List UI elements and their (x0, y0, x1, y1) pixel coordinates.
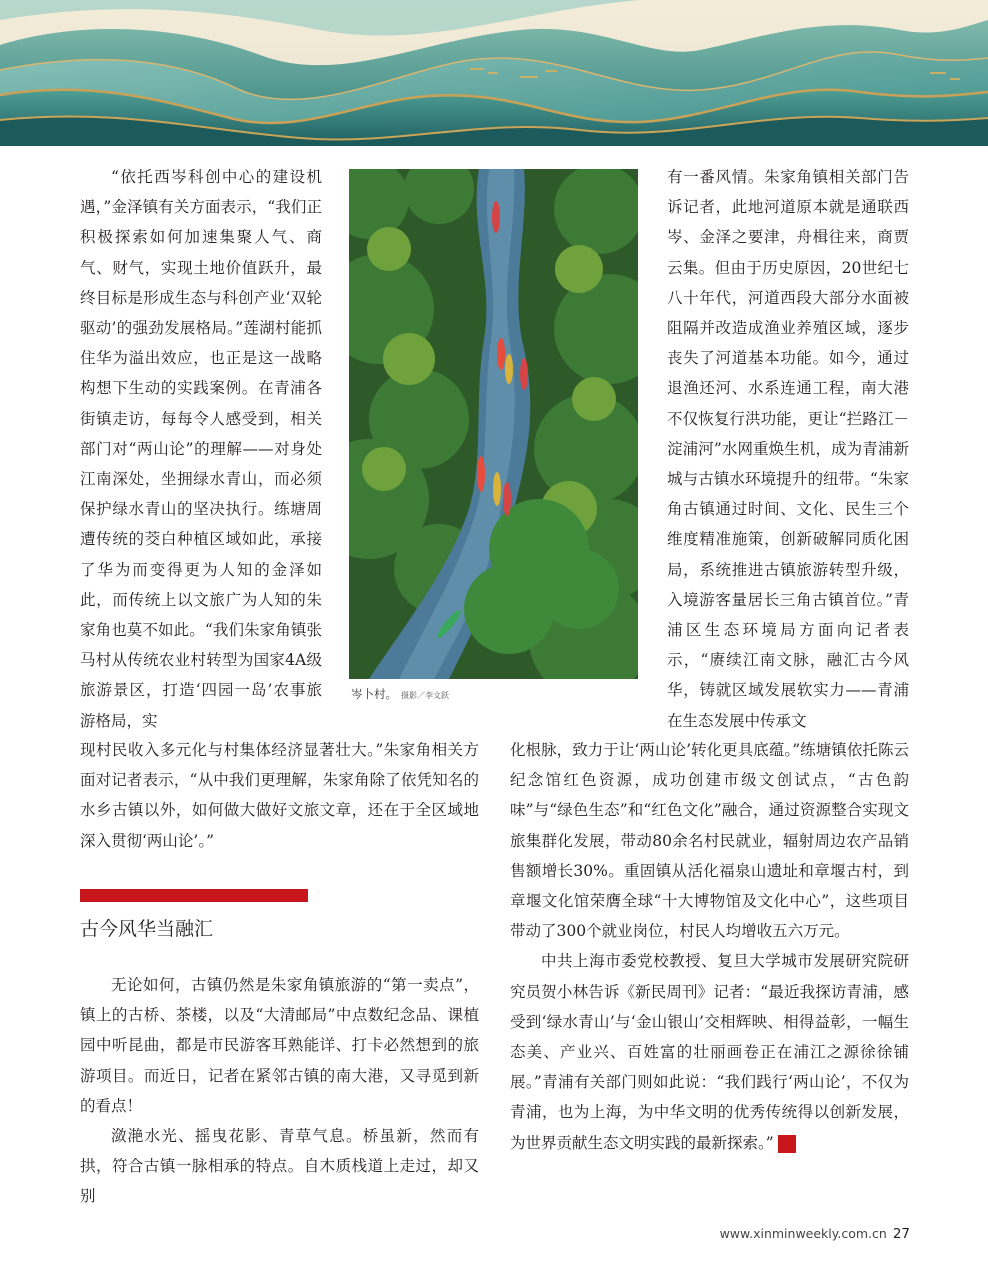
footer-url: www.xinminweekly.com.cn (719, 1226, 887, 1241)
aerial-kayak-photo (349, 169, 638, 679)
right-column-top-text (667, 162, 909, 736)
page-number: 27 (892, 1226, 910, 1242)
paragraph: 化根脉，致力于让‘两山论’转化更具底蕴。”练塘镇依托陈云纪念馆红色资源，成功创建市级文创试点，“古色韵味”与“绿色生态”和“红色文化”融合，通过资源整合实现文旅集群化发展，带动80余名村民就业，辐射周边农产品销售额增长30%。重固镇从活化福泉山遗址和章堰古村，到章堰文化馆荣膺全球“十大博物馆及文化中心”，这些项目带动了300个就业岗位，村民人均增收五六万元。 (510, 741, 909, 941)
paragraph: 潋滟水光、摇曳花影、青草气息。桥虽新，然而有拱，符合古镇一脉相承的特点。自木质栈道上走过，却又别 (80, 1127, 479, 1206)
caption-text: 岑卜村。 (351, 687, 397, 701)
paragraph: 无论如何，古镇仍然是朱家角镇旅游的“第一卖点”，镇上的古桥、茶楼，以及“大清邮局”中点数纪念品、课植园中听昆曲，都是市民游客耳熟能详、打卡必然想到的旅游项目。而近日，记者在紧邻古镇的南大港，又寻觅到新的看点！ (80, 976, 479, 1115)
photo-caption (351, 686, 449, 702)
paragraph: “依托西岑科创中心的建设机遇，”金泽镇有关方面表示，“我们正积极探索如何加速集聚人气、商气、财气，实现土地价值跃升，最终目标是形成生态与科创产业‘双轮驱动’的强劲发展格局。”莲湖村能抓住华为溢出效应，也正是这一战略构想下生动的实践案例。在青浦各街镇走访，每每令人感受到，相关部门对“两山论”的理解——对身处江南深处，坐拥绿水青山，而必须保护绿水青山的坚决执行。练塘周遭传统的茭白种植区域如此，承接了华为而变得更为人知的金泽如此，而传统上以文旅广为人知的朱家角也莫不如此。“我们朱家角镇张马村从传统农业村转型为国家4A级旅游景区，打造‘四园一岛’农事旅游格局，实 (80, 168, 322, 730)
photo-credit: 摄影／李文跃 (401, 691, 449, 700)
left-column-bottom-text (80, 970, 479, 1212)
paragraph: 现村民收入多元化与村集体经济显著壮大。”朱家角相关方面对记者表示，“从中我们更理解，朱家角除了依凭知名的水乡古镇以外，如何做大做好文旅文章，还在于全区域地深入贯彻‘两山论’。” (80, 741, 479, 850)
section-heading-bar (80, 889, 308, 902)
end-mark-icon: 民 (778, 1135, 796, 1153)
section-title: 古今风华当融汇 (80, 918, 214, 940)
right-column-continued-text (510, 735, 909, 1158)
decorative-mountain-banner (0, 0, 988, 146)
paragraph (510, 946, 909, 1157)
paragraph-text: 中共上海市委党校教授、复旦大学城市发展研究院研究员贺小林告诉《新民周刊》记者：“最近我探访青浦，感受到‘绿水青山’与‘金山银山’交相辉映、相得益彰，一幅生态美、产业兴、百姓富的壮丽画卷正在浦江之源徐徐铺展。”青浦有关部门则如此说：“我们践行‘两山论’，不仅为青浦，也为上海，为中华文明的优秀传统得以创新发展，为世界贡献生态文明实践的最新探索。” (510, 952, 909, 1152)
left-column-top-text (80, 162, 322, 736)
page-footer (720, 1226, 910, 1242)
paragraph: 有一番风情。朱家角镇相关部门告诉记者，此地河道原本就是通联西岑、金泽之要津，舟楫往来，商贾云集。但由于历史原因，20世纪七八十年代，河道西段大部分水面被阻隔并改造成渔业养殖区域，逐步丧失了河道基本功能。如今，通过退渔还河、水系连通工程，南大港不仅恢复行洪功能，更让“拦路江－淀浦河”水网重焕生机，成为青浦新城与古镇水环境提升的纽带。“朱家角古镇通过时间、文化、民生三个维度精准施策，创新破解同质化困局，系统推进古镇旅游转型升级，入境游客量居长三角古镇首位。”青浦区生态环境局方面向记者表示，“赓续江南文脉，融汇古今风华，铸就区域发展软实力——青浦在生态发展中传承文 (667, 168, 909, 730)
left-column-continued-text (80, 735, 479, 856)
